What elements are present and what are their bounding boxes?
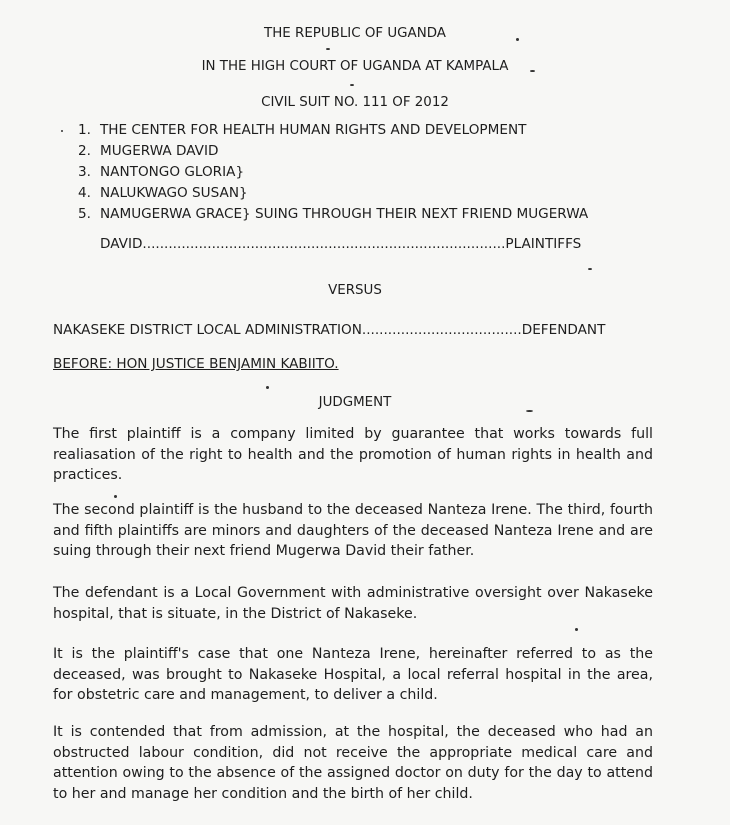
plaintiff-name: NALUKWAGO SUSAN} [100,185,248,201]
plaintiffs-designation: DAVID....................................................................................PLAINTIFFS [100,236,582,252]
republic-heading: THE REPUBLIC OF UGANDA [264,26,446,41]
scan-speck [575,628,578,631]
plaintiff-item [78,120,588,141]
plaintiff-number: 3. [78,164,91,180]
scan-speck [350,84,354,86]
plaintiff-name: NANTONGO GLORIA} [100,164,245,180]
scan-speck [114,495,117,498]
scan-speck [526,410,533,412]
plaintiff-name: THE CENTER FOR HEALTH HUMAN RIGHTS AND DEVELOPMENT [100,122,527,138]
plaintiff-name: MUGERWA DAVID [100,143,219,159]
judgment-paragraph-5: It is contended that from admission, at the hospital, the deceased who had an obstructed labour condition, did not receive the appropriate medical care and attention owing to the absence of the assigned doctor on duty for the day to attend to her and manage her condition and the birth of her child. [53,724,653,802]
plaintiffs-list [78,120,588,225]
plaintiff-number: 2. [78,143,91,159]
judgment-title: JUDGMENT [318,395,392,410]
court-heading: IN THE HIGH COURT OF UGANDA AT KAMPALA [201,59,509,74]
scan-speck [266,386,269,389]
plaintiff-item [78,204,588,225]
plaintiff-number: 1. [78,122,91,138]
judgment-paragraph-4: It is the plaintiff's case that one Nanteza Irene, hereinafter referred to as the deceased, was brought to Nakaseke Hospital, a local referral hospital in the area, for obstetric care and management, to deliver a child. [53,646,653,703]
plaintiff-number: 4. [78,185,91,201]
plaintiff-item [78,162,588,183]
scan-speck [326,48,330,50]
scan-speck [61,130,63,132]
scan-speck [516,38,519,41]
scan-speck [530,70,535,72]
scan-speck [588,268,592,270]
before-judge-line: BEFORE: HON JUSTICE BENJAMIN KABIITO. [53,356,339,372]
plaintiff-name: NAMUGERWA GRACE} SUING THROUGH THEIR NEXT FRIEND MUGERWA [100,206,589,222]
judgment-paragraph-3: The defendant is a Local Government with administrative oversight over Nakaseke hospital, that is situate, in the District of Nakaseke. [53,585,653,622]
plaintiff-number: 5. [78,206,91,222]
versus-label: VERSUS [328,283,382,298]
suit-number: CIVIL SUIT NO. 111 OF 2012 [261,95,449,110]
judgment-paragraph-2: The second plaintiff is the husband to the deceased Nanteza Irene. The third, fourth and fifth plaintiffs are minors and daughters of the deceased Nanteza Irene and are suing through their next friend Mugerwa David their father. [53,502,653,559]
plaintiff-item [78,141,588,162]
defendant-line: NAKASEKE DISTRICT LOCAL ADMINISTRATION.....................................DEFENDANT [53,322,606,338]
plaintiff-item [78,183,588,204]
judgment-paragraph-1: The first plaintiff is a company limited by guarantee that works towards full realiasation of the right to health and the promotion of human rights in health and practices. [53,426,653,483]
